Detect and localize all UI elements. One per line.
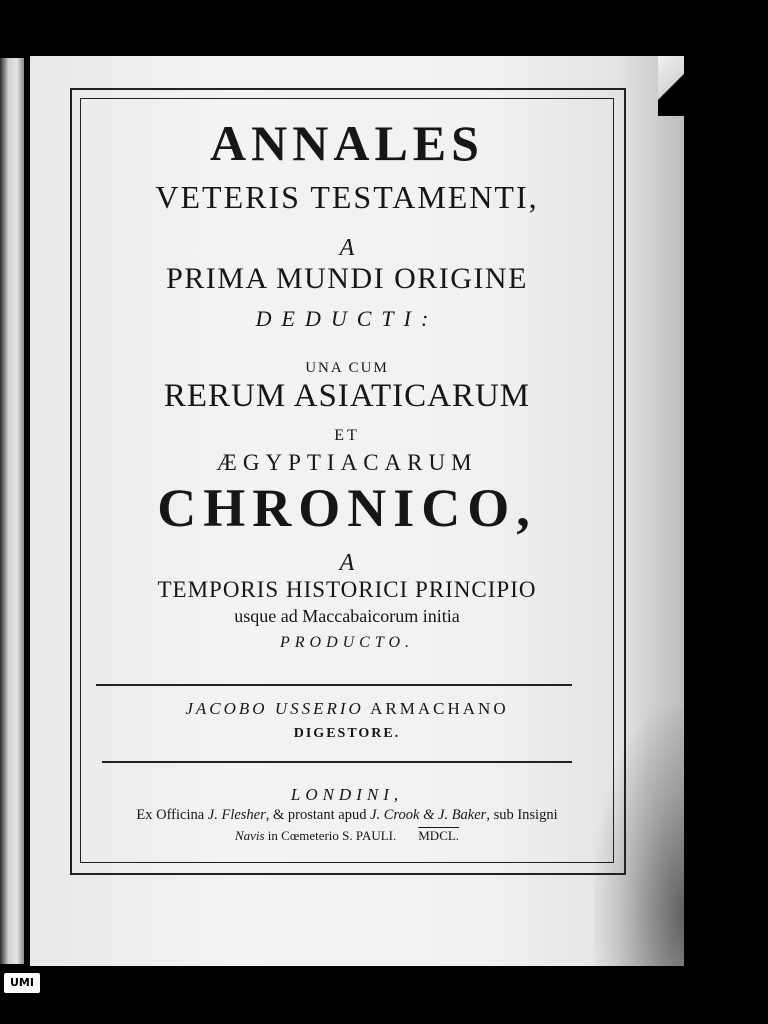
title-connector-a: A <box>339 235 355 261</box>
book-title: ANNALES <box>210 115 484 171</box>
divider-rule-top <box>96 684 572 686</box>
author-see: ARMACHANO <box>370 699 509 718</box>
umi-badge: UMI <box>4 973 40 993</box>
imprint-cemetery: in Cœmeterio S. PAULI. <box>264 828 397 843</box>
imprint-officina-post: , sub Insigni <box>486 807 558 823</box>
author-name: JACOBO USSERIO <box>185 699 364 718</box>
imprint-date: MDCL. <box>418 828 460 843</box>
title-line-rerum: RERUM ASIATICARUM <box>163 378 531 414</box>
adjacent-page-edge <box>0 58 24 964</box>
imprint-officina-pre: Ex Officina <box>136 807 208 823</box>
imprint-city: LONDINI, <box>290 785 404 804</box>
title-line-una-cum: UNA CUM <box>305 360 389 376</box>
title-page <box>30 56 684 966</box>
title-line-temporis: TEMPORIS HISTORICI PRINCIPIO <box>157 577 537 602</box>
title-line-chronico: CHRONICO, <box>157 478 537 538</box>
divider-rule-bottom <box>102 761 572 763</box>
author-role: DIGESTORE. <box>293 726 401 741</box>
title-line-et: ET <box>334 427 360 444</box>
author-line <box>80 700 614 717</box>
page-fold-corner <box>658 56 684 116</box>
title-line-deducti: DEDUCTI: <box>255 306 439 331</box>
imprint-officina-mid: , & prostant apud <box>265 807 371 823</box>
imprint-navis: Navis <box>234 828 265 843</box>
imprint-location-line <box>80 829 614 842</box>
title-line-aegyptiacarum: ÆGYPTIACARUM <box>216 450 478 475</box>
title-line-veteris: VETERIS TESTAMENTI, <box>155 179 539 215</box>
title-line-prima: PRIMA MUNDI ORIGINE <box>166 262 528 295</box>
imprint-booksellers: J. Crook & J. Baker <box>370 807 487 823</box>
title-line-producto: PRODUCTO. <box>279 634 415 651</box>
title-line-usque: usque ad Maccabaicorum initia <box>234 606 460 626</box>
imprint-printer: J. Flesher <box>207 807 266 823</box>
imprint-printer-line <box>80 808 614 823</box>
title-connector-a-second: A <box>339 550 355 576</box>
